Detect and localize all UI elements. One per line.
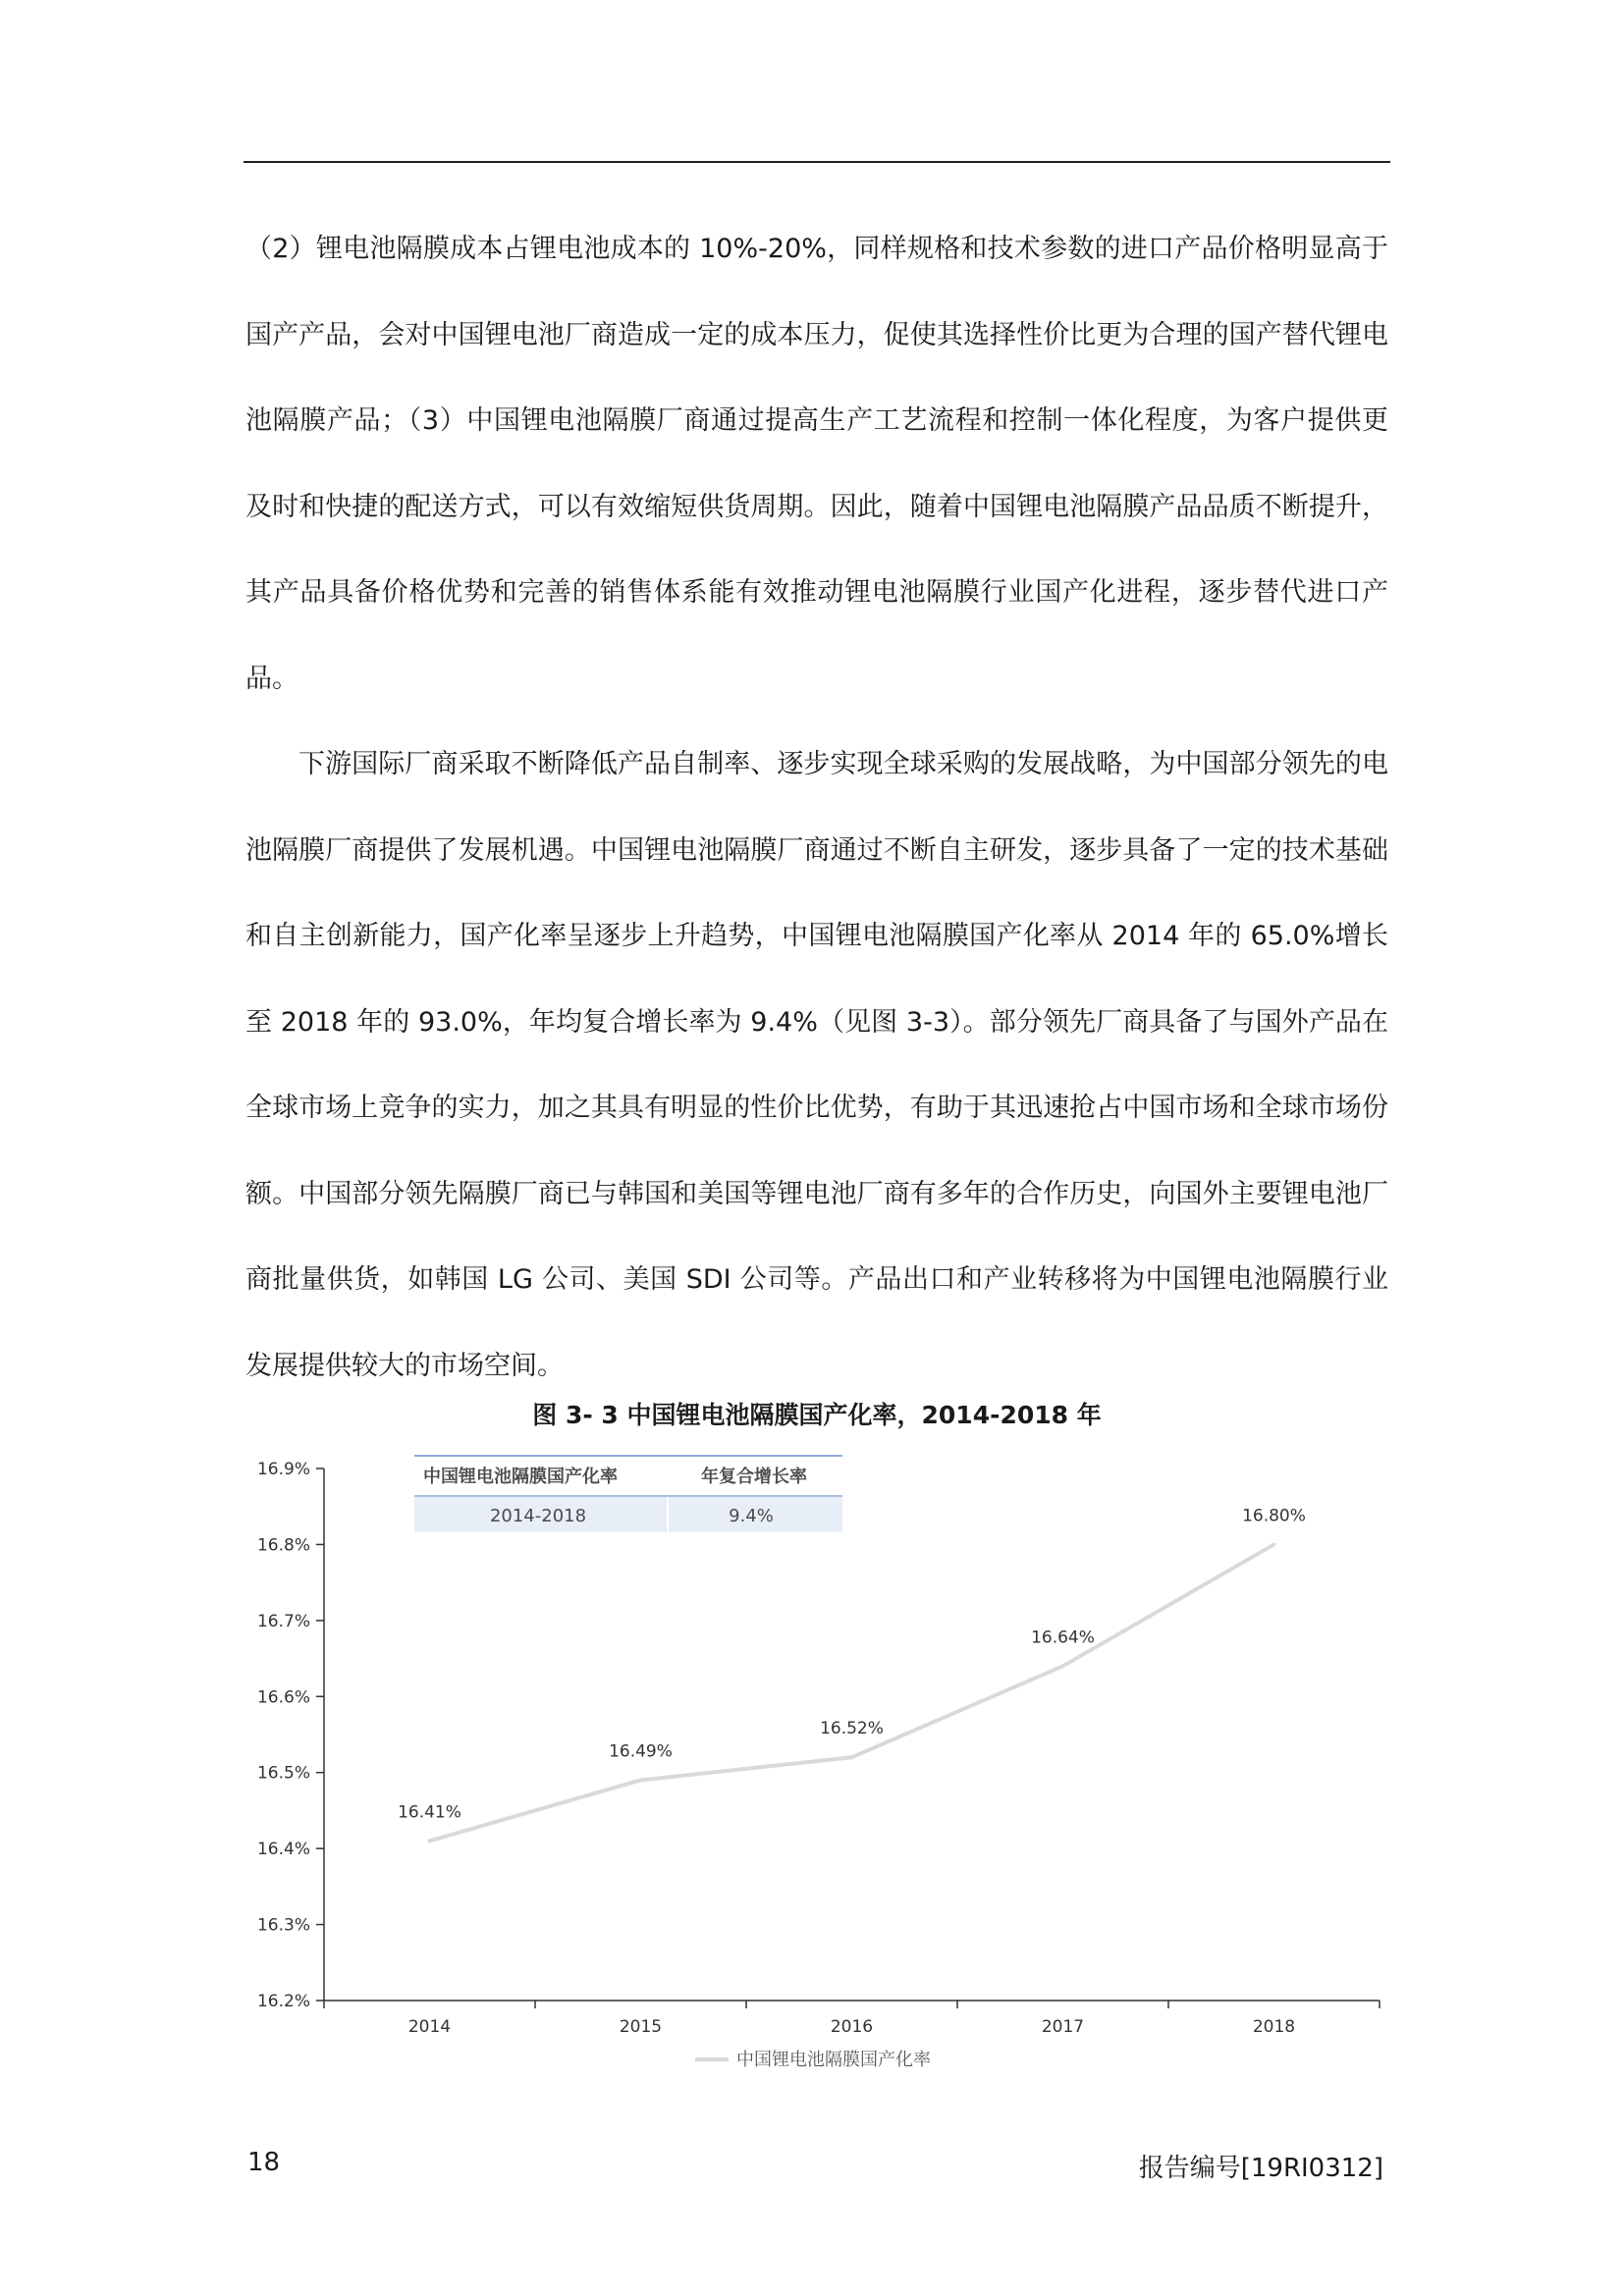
- x-tick-label: 2015: [619, 2017, 663, 2037]
- x-tick-label: 2014: [407, 2017, 452, 2037]
- x-tick-label: 2016: [830, 2017, 874, 2037]
- table-cell-cagr: 9.4%: [729, 1506, 774, 1526]
- y-tick-label: 16.2%: [256, 1992, 310, 2011]
- data-labels: [398, 1506, 1306, 1822]
- data-label: 16.64%: [1031, 1628, 1095, 1648]
- legend-label: 中国锂电池隔膜国产化率: [736, 2050, 931, 2070]
- figure-title: 图 3- 3 中国锂电池隔膜国产化率，2014-2018 年: [532, 1401, 1102, 1429]
- table-header-rate: 中国锂电池隔膜国产化率: [423, 1467, 618, 1487]
- data-label: 16.41%: [398, 1802, 461, 1823]
- line-chart: [226, 1443, 1404, 2091]
- x-tick-label: 2018: [1252, 2017, 1296, 2037]
- y-tick-label: 16.7%: [256, 1611, 310, 1631]
- page-number: 18: [247, 2148, 281, 2177]
- y-tick-label: 16.5%: [256, 1763, 310, 1784]
- report-code: 报告编号[19RI0312]: [1138, 2154, 1383, 2183]
- series-line-localization-rate: [430, 1544, 1274, 1841]
- x-tick-label: 2017: [1041, 2017, 1085, 2037]
- table-header-cagr: 年复合增长率: [701, 1467, 807, 1487]
- data-label: 16.80%: [1242, 1506, 1306, 1526]
- y-ticks: [257, 1460, 324, 2011]
- paragraph-1: （2）锂电池隔膜成本占锂电池成本的 10%-20%，同样规格和技术参数的进口产品价格明显高于国产产品，会对中国锂电池厂商造成一定的成本压力，促使其选择性价比更为合理的国产替代锂电池隔膜产品；（3）中国锂电池隔膜厂商通过提高生产工艺流程和控制一体化程度，为客户提供更及时和快捷的配送方式，可以有效缩短供货周期。因此，随着中国锂电池隔膜产品品质不断提升，其产品具备价格优势和完善的销售体系能有效推动锂电池隔膜行业国产化进程，逐步替代进口产品。: [245, 234, 1388, 694]
- table-row-background: [414, 1497, 842, 1532]
- data-label: 16.49%: [609, 1741, 673, 1762]
- y-tick-label: 16.4%: [256, 1840, 310, 1860]
- chart-container: [226, 1443, 1404, 2091]
- body-text: [245, 206, 1388, 1409]
- summary-table: [414, 1456, 842, 1532]
- x-ticks: [324, 2001, 1380, 2037]
- y-tick-label: 16.6%: [256, 1687, 310, 1708]
- y-tick-label: 16.8%: [256, 1535, 310, 1556]
- header-rule: [244, 161, 1390, 163]
- table-cell-period: 2014-2018: [489, 1506, 587, 1526]
- legend: [695, 2050, 931, 2070]
- data-label: 16.52%: [820, 1719, 884, 1739]
- y-tick-label: 16.3%: [256, 1915, 310, 1936]
- paragraph-2: 下游国际厂商采取不断降低产品自制率、逐步实现全球采购的发展战略，为中国部分领先的电池隔膜厂商提供了发展机遇。中国锂电池隔膜厂商通过不断自主研发，逐步具备了一定的技术基础和自主创新能力，国产化率呈逐步上升趋势，中国锂电池隔膜国产化率从 2014 年的 65.0%增长至 2018 年的 93.0%，年均复合增长率为 9.4%（见图 3-3）。部分领先厂商具备了与国外产品在全球市场上竞争的实力，加之其具有明显的性价比优势，有助于其迅速抢占中国市场和全球市场份额。中国部分领先隔膜厂商已与韩国和美国等锂电池厂商有多年的合作历史，向国外主要锂电池厂商批量供货，如韩国 LG 公司、美国 SDI 公司等。产品出口和产业转移将为中国锂电池隔膜行业发展提供较大的市场空间。: [245, 749, 1388, 1381]
- y-tick-label: 16.9%: [256, 1460, 310, 1479]
